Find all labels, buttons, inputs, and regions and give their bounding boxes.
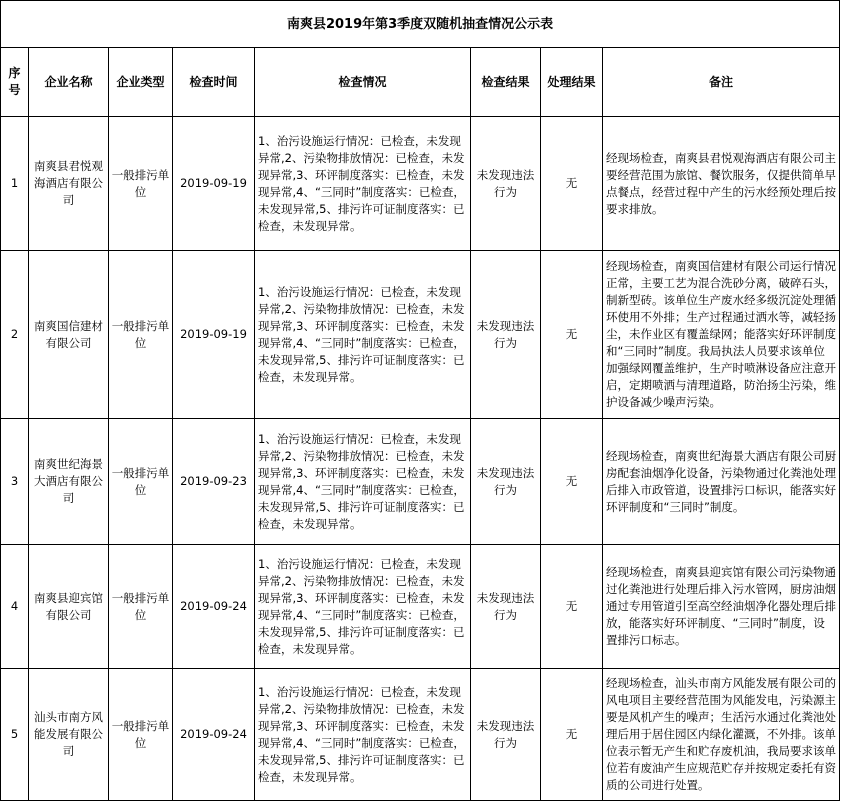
row-remark: 经现场检查，汕头市南方风能发展有限公司的风电项目主要经营范围为风能发电，污染源主要是风机产生的噪声；生活污水通过化粪池处理后用于居住园区内绿化灌溉，不外排。该单位表示暂无产生和贮存废机油，我局要求该单位若有废油产生应规范贮存并按规定委托有资质的公司进行处置。 <box>603 669 840 801</box>
row-result: 未发现违法行为 <box>471 669 541 801</box>
row-result: 未发现违法行为 <box>471 419 541 545</box>
row-company-name: 南爽县迎宾馆有限公司 <box>29 545 109 669</box>
row-company-type: 一般排污单位 <box>109 419 173 545</box>
header-inspection-details: 检查情况 <box>255 48 471 117</box>
row-inspection: 1、治污设施运行情况：已检查，未发现异常,2、污染物排放情况：已检查，未发现异常,3、环评制度落实：已检查，未发现异常,4、“三同时”制度落实：已检查，未发现异常,5、排污许可证制度落实：已检查，未发现异常。 <box>255 117 471 251</box>
row-company-name: 南爽国信建材有限公司 <box>29 251 109 419</box>
row-company-type: 一般排污单位 <box>109 545 173 669</box>
row-company-name: 南爽世纪海景大酒店有限公司 <box>29 419 109 545</box>
header-company-type: 企业类型 <box>109 48 173 117</box>
row-result: 未发现违法行为 <box>471 545 541 669</box>
title-row <box>1 1 840 48</box>
row-date: 2019-09-24 <box>173 669 255 801</box>
row-no: 5 <box>1 669 29 801</box>
header-inspection-date: 检查时间 <box>173 48 255 117</box>
row-result: 未发现违法行为 <box>471 251 541 419</box>
row-inspection: 1、治污设施运行情况：已检查，未发现异常,2、污染物排放情况：已检查，未发现异常,3、环评制度落实：已检查，未发现异常,4、“三同时”制度落实：已检查，未发现异常,5、排污许可证制度落实：已检查，未发现异常。 <box>255 669 471 801</box>
row-handling: 无 <box>541 419 603 545</box>
header-no: 序号 <box>1 48 29 117</box>
header-handling-result: 处理结果 <box>541 48 603 117</box>
row-no: 3 <box>1 419 29 545</box>
row-date: 2019-09-24 <box>173 545 255 669</box>
row-handling: 无 <box>541 251 603 419</box>
row-remark: 经现场检查，南爽世纪海景大酒店有限公司厨房配套油烟净化设备，污染物通过化粪池处理后排入市政管道，设置排污口标识，能落实好环评制度和“三同时”制度。 <box>603 419 840 545</box>
row-result: 未发现违法行为 <box>471 117 541 251</box>
table-row <box>1 251 840 419</box>
row-company-name: 汕头市南方风能发展有限公司 <box>29 669 109 801</box>
row-handling: 无 <box>541 669 603 801</box>
table-row <box>1 419 840 545</box>
table-title: 南爽县2019年第3季度双随机抽查情况公示表 <box>1 1 840 48</box>
header-inspection-result: 检查结果 <box>471 48 541 117</box>
row-handling: 无 <box>541 545 603 669</box>
table-row <box>1 545 840 669</box>
table-row <box>1 117 840 251</box>
row-remark: 经现场检查，南爽国信建材有限公司运行情况正常，主要工艺为混合洗砂分离，破碎石头，制新型砖。该单位生产废水经多级沉淀处理循环使用不外排；生产过程通过洒水等，减轻扬尘，未作业区有覆盖绿网；能落实好环评制度和“三同时”制度。我局执法人员要求该单位加强绿网覆盖维护，生产时喷淋设备应注意开启，定期喷洒与清理道路，防治扬尘污染，维护设备减少噪声污染。 <box>603 251 840 419</box>
row-date: 2019-09-19 <box>173 117 255 251</box>
row-remark: 经现场检查，南爽县迎宾馆有限公司污染物通过化粪池进行处理后排入污水管网，厨房油烟通过专用管道引至高空经油烟净化器处理后排放，能落实好环评制度、“三同时”制度，设置排污口标志。 <box>603 545 840 669</box>
row-remark: 经现场检查，南爽县君悦观海酒店有限公司主要经营范围为旅馆、餐饮服务，仅提供简单早点餐点，经营过程中产生的污水经预处理后按要求排放。 <box>603 117 840 251</box>
row-date: 2019-09-19 <box>173 251 255 419</box>
row-company-type: 一般排污单位 <box>109 117 173 251</box>
row-handling: 无 <box>541 117 603 251</box>
row-company-name: 南爽县君悦观海酒店有限公司 <box>29 117 109 251</box>
header-row <box>1 48 840 117</box>
row-inspection: 1、治污设施运行情况：已检查，未发现异常,2、污染物排放情况：已检查，未发现异常,3、环评制度落实：已检查，未发现异常,4、“三同时”制度落实：已检查，未发现异常,5、排污许可证制度落实：已检查，未发现异常。 <box>255 545 471 669</box>
row-no: 2 <box>1 251 29 419</box>
row-date: 2019-09-23 <box>173 419 255 545</box>
header-company-name: 企业名称 <box>29 48 109 117</box>
header-remark: 备注 <box>603 48 840 117</box>
row-company-type: 一般排污单位 <box>109 251 173 419</box>
row-no: 1 <box>1 117 29 251</box>
row-inspection: 1、治污设施运行情况：已检查，未发现异常,2、污染物排放情况：已检查，未发现异常,3、环评制度落实：已检查，未发现异常,4、“三同时”制度落实：已检查，未发现异常,5、排污许可证制度落实：已检查，未发现异常。 <box>255 419 471 545</box>
row-no: 4 <box>1 545 29 669</box>
row-inspection: 1、治污设施运行情况：已检查，未发现异常,2、污染物排放情况：已检查，未发现异常,3、环评制度落实：已检查，未发现异常,4、“三同时”制度落实：已检查，未发现异常,5、排污许可证制度落实：已检查，未发现异常。 <box>255 251 471 419</box>
table-row <box>1 669 840 801</box>
row-company-type: 一般排污单位 <box>109 669 173 801</box>
